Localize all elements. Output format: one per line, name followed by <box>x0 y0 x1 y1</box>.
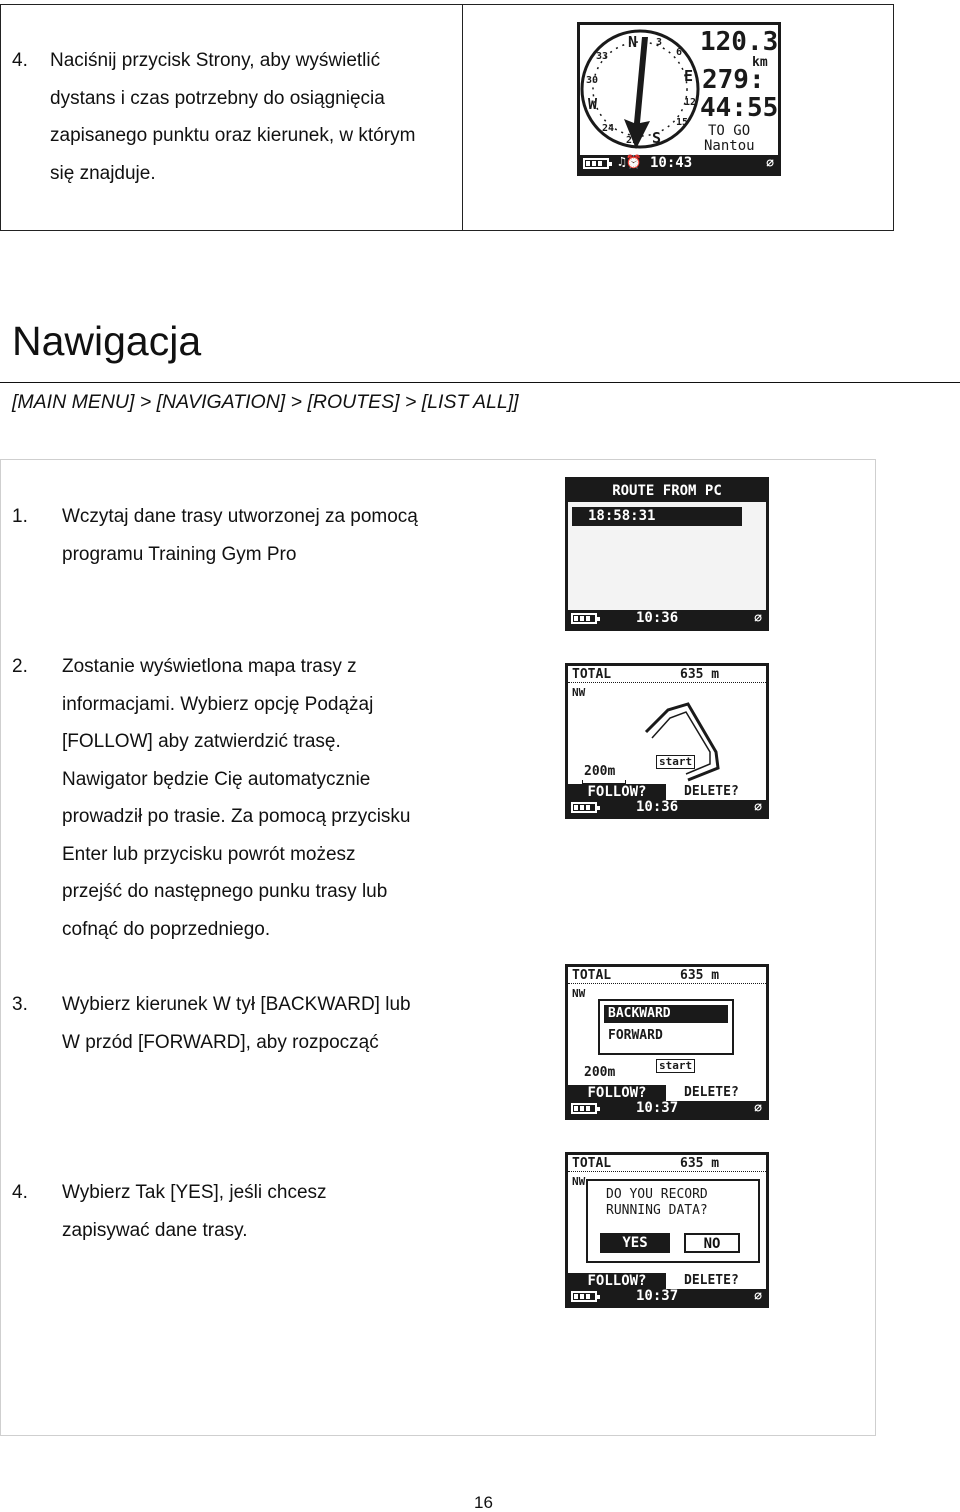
section-title: Nawigacja <box>12 318 202 364</box>
battery-icon <box>571 613 597 624</box>
instruction-line: Enter lub przycisku powrót możesz <box>62 843 356 865</box>
follow-option: FOLLOW? <box>568 784 666 800</box>
compass-label: S <box>652 129 662 147</box>
compass-label: 21 <box>626 135 639 146</box>
instruction-line: zapisanego punktu oraz kierunek, w którym <box>50 125 416 146</box>
compass-needle <box>624 37 650 149</box>
record-dialog <box>586 1179 760 1263</box>
scale-label: 200m <box>584 1065 616 1080</box>
step-instruction <box>62 498 532 573</box>
clock-display: 10:43 <box>650 155 693 171</box>
clock-display: 10:37 <box>636 1288 679 1304</box>
battery-icon <box>583 158 609 169</box>
route-item-selected: 18:58:31 <box>572 507 742 526</box>
clock-display: 10:36 <box>636 799 679 815</box>
total-value: 635 m <box>680 968 720 983</box>
breadcrumb: [MAIN MENU] > [NAVIGATION] > [ROUTES] > [LIST ALL]] <box>12 391 519 413</box>
gps-icon: ⌀ <box>754 1101 762 1116</box>
delete-option: DELETE? <box>684 1273 739 1288</box>
gps-icon: ⌀ <box>754 1289 762 1304</box>
compass-label: 15 <box>676 117 689 128</box>
compass-label: 30 <box>586 75 599 86</box>
step-instruction <box>50 42 470 192</box>
instruction-line: Nawigator będzie Cię automatycznie <box>62 768 371 790</box>
instruction-line: dystans i czas potrzebny do osiągnięcia <box>50 87 385 109</box>
compass-label: 3 <box>656 37 663 48</box>
clock-display: 10:37 <box>636 1100 679 1116</box>
page-number: 16 <box>474 1493 493 1512</box>
instruction-line: [FOLLOW] aby zatwierdzić trasę. <box>62 731 341 752</box>
total-value: 635 m <box>680 1156 720 1171</box>
clock-display: 10:36 <box>636 610 679 626</box>
dialog-question: DO YOU RECORD <box>606 1187 708 1202</box>
battery-icon <box>571 1291 597 1302</box>
status-bar <box>568 800 766 816</box>
instruction-line: zapisywać dane trasy. <box>62 1219 248 1241</box>
instruction-line: Wczytaj dane trasy utworzonej za pomocą <box>62 506 418 527</box>
compass-label: 6 <box>676 47 683 58</box>
title-rule <box>0 382 960 383</box>
north-indicator: NW <box>572 1175 586 1188</box>
instruction-line: się znajduje. <box>50 162 156 184</box>
step-number: 4. <box>12 50 28 71</box>
step-number: 2. <box>12 656 28 677</box>
total-label: TOTAL <box>572 968 612 983</box>
instruction-line: W przód [FORWARD], aby rozpocząć <box>62 1031 379 1053</box>
compass-label: 24 <box>602 123 615 134</box>
battery-icon <box>571 1103 597 1114</box>
battery-icon <box>571 802 597 813</box>
north-indicator: NW <box>572 686 586 699</box>
compass-label: E <box>684 67 694 85</box>
compass-label: 33 <box>596 51 609 62</box>
route-map-screen <box>565 663 769 819</box>
forward-option[interactable]: FORWARD <box>608 1028 663 1043</box>
total-label: TOTAL <box>572 1156 612 1171</box>
start-marker: start <box>656 1059 695 1073</box>
instruction-line: informacjami. Wybierz opcję Podążaj <box>62 693 374 715</box>
status-bar <box>568 610 766 628</box>
instruction-line: programu Training Gym Pro <box>62 543 297 565</box>
yes-button[interactable]: YES <box>600 1233 670 1253</box>
instruction-line: prowadził po trasie. Za pomocą przycisku <box>62 806 411 827</box>
step-instruction <box>62 986 542 1061</box>
backward-option[interactable]: BACKWARD <box>604 1005 728 1023</box>
step-instruction <box>62 648 542 948</box>
follow-option: FOLLOW? <box>568 1085 666 1101</box>
instruction-line: Wybierz kierunek W tył [BACKWARD] lub <box>62 994 411 1015</box>
instruction-line: cofnąć do poprzedniego. <box>62 918 271 940</box>
compass-label: N <box>628 33 638 51</box>
scale-label: 200m <box>584 764 616 779</box>
instruction-line: Zostanie wyświetlona mapa trasy z <box>62 656 357 677</box>
instruction-line: Naciśnij przycisk Strony, aby wyświetlić <box>50 50 381 71</box>
route-list-screen <box>565 477 769 631</box>
step-number: 3. <box>12 994 28 1015</box>
screen-header: ROUTE FROM PC <box>568 480 766 502</box>
delete-option: DELETE? <box>684 1085 739 1100</box>
status-bar <box>580 155 778 173</box>
total-label: TOTAL <box>572 667 612 682</box>
step-instruction <box>62 1174 542 1249</box>
delete-option: DELETE? <box>684 784 739 799</box>
instruction-line: Wybierz Tak [YES], jeśli chcesz <box>62 1182 327 1203</box>
waypoint-name: Nantou <box>704 138 755 154</box>
to-go-label: TO GO <box>708 123 751 139</box>
follow-option: FOLLOW? <box>568 1273 666 1289</box>
record-prompt-screen <box>565 1152 769 1308</box>
status-bar <box>568 1101 766 1117</box>
status-bar <box>568 1289 766 1305</box>
gps-icon: ⌀ <box>766 156 774 171</box>
compass-label: W <box>588 95 598 113</box>
gps-icon: ⌀ <box>754 800 762 815</box>
alarm-icon: ♫⏰ <box>618 155 643 170</box>
compass-label: 12 <box>684 97 697 108</box>
total-value: 635 m <box>680 667 720 682</box>
distance-value: 120.3 <box>700 27 779 57</box>
direction-screen <box>565 964 769 1120</box>
instruction-line: przejść do następnego punku trasy lub <box>62 881 388 902</box>
north-indicator: NW <box>572 987 586 1000</box>
step-number: 1. <box>12 506 28 527</box>
time-to-go: 44:55 <box>700 93 779 123</box>
step-number: 4. <box>12 1182 28 1203</box>
no-button[interactable]: NO <box>684 1233 740 1253</box>
dialog-question: RUNNING DATA? <box>606 1203 708 1218</box>
bearing-value: 279: <box>702 65 765 95</box>
compass-screen <box>577 22 781 176</box>
start-marker: start <box>656 755 695 769</box>
distance-unit: km <box>752 55 768 70</box>
gps-icon: ⌀ <box>754 611 762 626</box>
direction-dialog <box>598 999 734 1055</box>
